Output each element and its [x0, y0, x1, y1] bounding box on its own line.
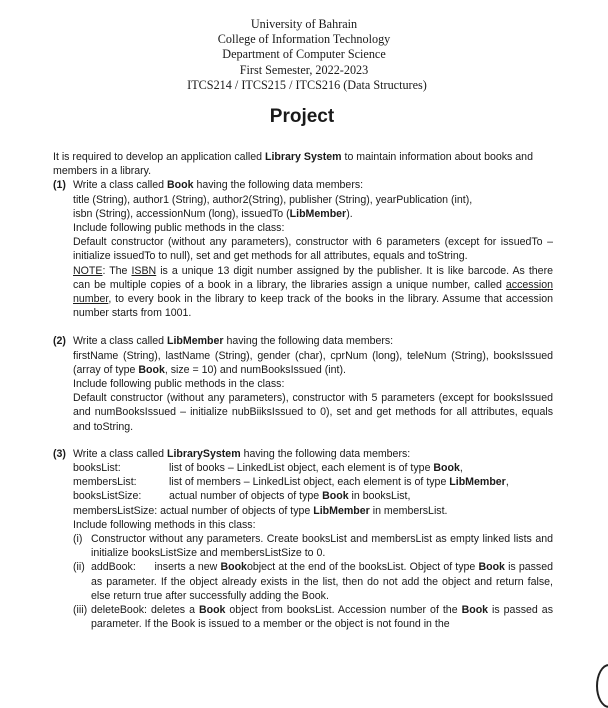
- section-2: [53, 334, 553, 433]
- section-1: [53, 178, 553, 320]
- course-codes: ITCS214 / ITCS215 / ITCS216 (Data Structures): [187, 77, 427, 92]
- member-row: membersListSize: actual number of objects of type LibMember in membersList.: [73, 504, 448, 517]
- member-row: booksList: list of books – LinkedList object, each element is of type Book,: [73, 462, 463, 475]
- method-item: (ii) addBook: inserts a new Bookobject at the end of the booksList. Object of type Book is passed as parameter. If the object already exists in the list, then do not add the object and return false, else return true after successfully adding the Book.: [73, 561, 554, 602]
- section-3: [53, 447, 553, 632]
- methods-description: Default constructor (without any parameters), constructor with 6 parameters (except for issuedTo – initialize issuedTo to null), set and get methods for all attributes, equals and toString.: [73, 236, 553, 263]
- method-item: (iii) deleteBook: deletes a Book object from booksList. Accession number of the Book is passed as parameter. If the Book is issued to a member or the object is not found in the: [73, 604, 553, 631]
- document-header: [0, 17, 608, 93]
- libmember-members: firstName (String), lastName (String), gender (char), cprNum (long), teleNum (String), booksIssued (array of type Book, size = 10) and numBooksIssued (int).: [73, 349, 553, 376]
- section-number: (2): [53, 335, 66, 348]
- section-3-heading: Write a class called LibrarySystem having the following data members:: [73, 447, 411, 460]
- section-number: (3): [53, 447, 66, 460]
- book-members-line-2: isbn (String), accessionNum (long), issuedTo (LibMember).: [73, 207, 353, 220]
- section-2-heading: Write a class called LibMember having the following data members:: [73, 335, 394, 348]
- method-item: (i) Constructor without any parameters. Create booksList and membersList as empty linked lists and initialize booksListSize and membersListSize to 0.: [73, 533, 553, 560]
- methods-intro: Include following public methods in the class:: [73, 222, 285, 235]
- member-row: membersList: list of members – LinkedList object, each element is of type LibMember,: [73, 476, 509, 489]
- member-row: booksListSize: actual number of objects of type Book in booksList,: [73, 490, 411, 503]
- section-number: (1): [53, 179, 66, 192]
- university-name: University of Bahrain: [250, 17, 358, 31]
- methods-intro: Include following methods in this class:: [73, 518, 256, 531]
- note-paragraph: NOTE: The ISBN is a unique 13 digit number assigned by the publisher. It is like barcode. As there can be multiple copies of a book in a library, the libraries assign a unique number, called accession number, to every book in the library to keep track of the books in the library. Assume that accession number starts from 1001.: [73, 264, 553, 320]
- intro-paragraph: It is required to develop an application called Library System to maintain information about books and members in a library.: [53, 151, 533, 178]
- methods-description: Default constructor (without any parameters), constructor with 5 parameters (except for booksIssued and numBooksIssued – initialize nubBiiksIssued to 0), set and get methods for all attributes, equals and toString.: [73, 392, 553, 433]
- document-body: [53, 150, 553, 632]
- page-title: Project: [269, 106, 335, 127]
- college-name: College of Information Technology: [217, 32, 391, 47]
- book-members-line: title (String), author1 (String), author2(String), publisher (String), yearPublication (int),: [73, 193, 473, 206]
- page-edge-mark: [596, 664, 608, 708]
- methods-intro: Include following public methods in the class:: [73, 378, 285, 391]
- department-name: Department of Computer Science: [222, 47, 386, 62]
- section-1-heading: Write a class called Book having the following data members:: [73, 179, 364, 192]
- semester-label: First Semester, 2022-2023: [239, 62, 369, 77]
